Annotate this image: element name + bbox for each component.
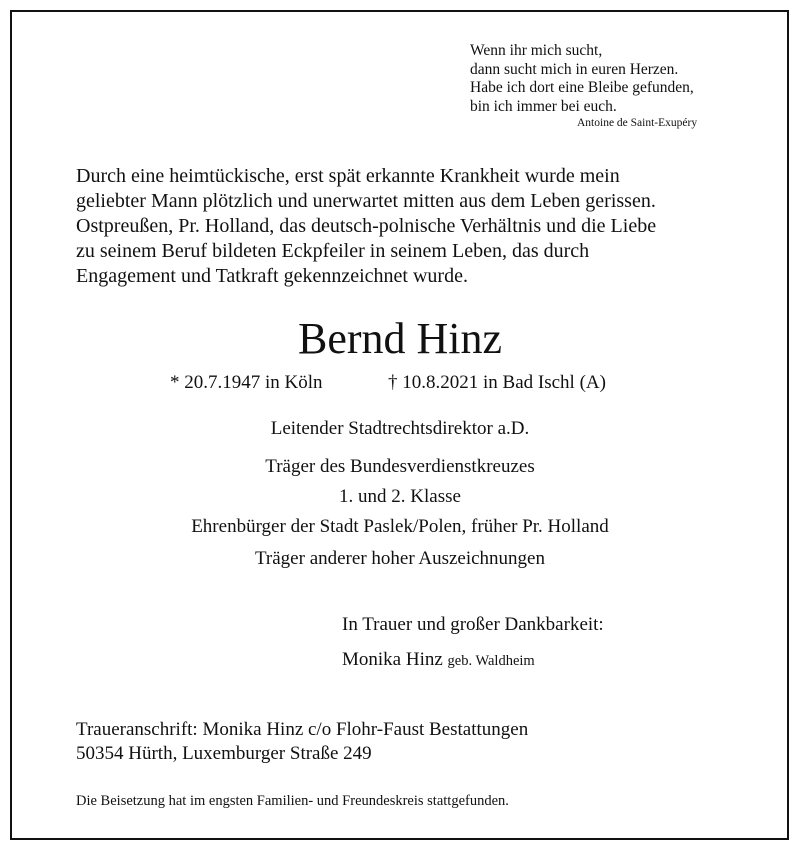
deceased-name: Bernd Hinz [297,314,503,363]
intro-paragraph [76,164,736,289]
honor-line: Träger anderer hoher Auszeichnungen [254,548,545,569]
mourning-address [76,718,528,766]
honor-line: Ehrenbürger der Stadt Paslek/Polen, früher Pr. Holland [191,516,609,537]
intro-line: zu seinem Beruf bildeten Eckpfeiler in seinem Leben, das durch [76,240,590,262]
quote-line: bin ich immer bei euch. [470,97,617,115]
deceased-title: Leitender Stadtrechtsdirektor a.D. [270,418,530,439]
mourners-heading: In Trauer und großer Dankbarkeit: [342,614,604,635]
quote-author: Antoine de Saint-Exupéry [577,117,698,129]
intro-line: Engagement und Tatkraft gekennzeichnet wurde. [76,265,468,287]
quote-line: Habe ich dort eine Bleibe gefunden, [470,79,694,96]
quote-line: Wenn ihr mich sucht, [470,42,603,59]
burial-note: Die Beisetzung hat im engsten Familien- und Freundeskreis stattgefunden. [76,793,509,809]
death-date: † 10.8.2021 in Bad Ischl (A) [388,372,606,393]
honor-line: Träger des Bundesverdienstkreuzes [265,456,535,477]
mourner-maiden-name: geb. Waldheim [447,653,535,669]
intro-line: Durch eine heimtückische, erst spät erkannte Krankheit wurde mein [76,165,620,187]
address-line: 50354 Hürth, Luxemburger Straße 249 [76,743,372,764]
honor-line: 1. und 2. Klasse [339,486,461,507]
quote-line: dann sucht mich in euren Herzen. [470,60,679,78]
intro-line: Ostpreußen, Pr. Holland, das deutsch-polnische Verhältnis und die Liebe [76,215,657,237]
birth-date: * 20.7.1947 in Köln [170,372,323,393]
intro-line: geliebter Mann plötzlich und unerwartet mitten aus dem Leben gerissen. [76,190,656,212]
mourner-name: Monika Hinz [342,649,443,670]
address-line: Traueranschrift: Monika Hinz c/o Flohr-Faust Bestattungen [76,719,529,740]
epigraph-quote [470,42,770,131]
mourner-signature [342,649,535,672]
